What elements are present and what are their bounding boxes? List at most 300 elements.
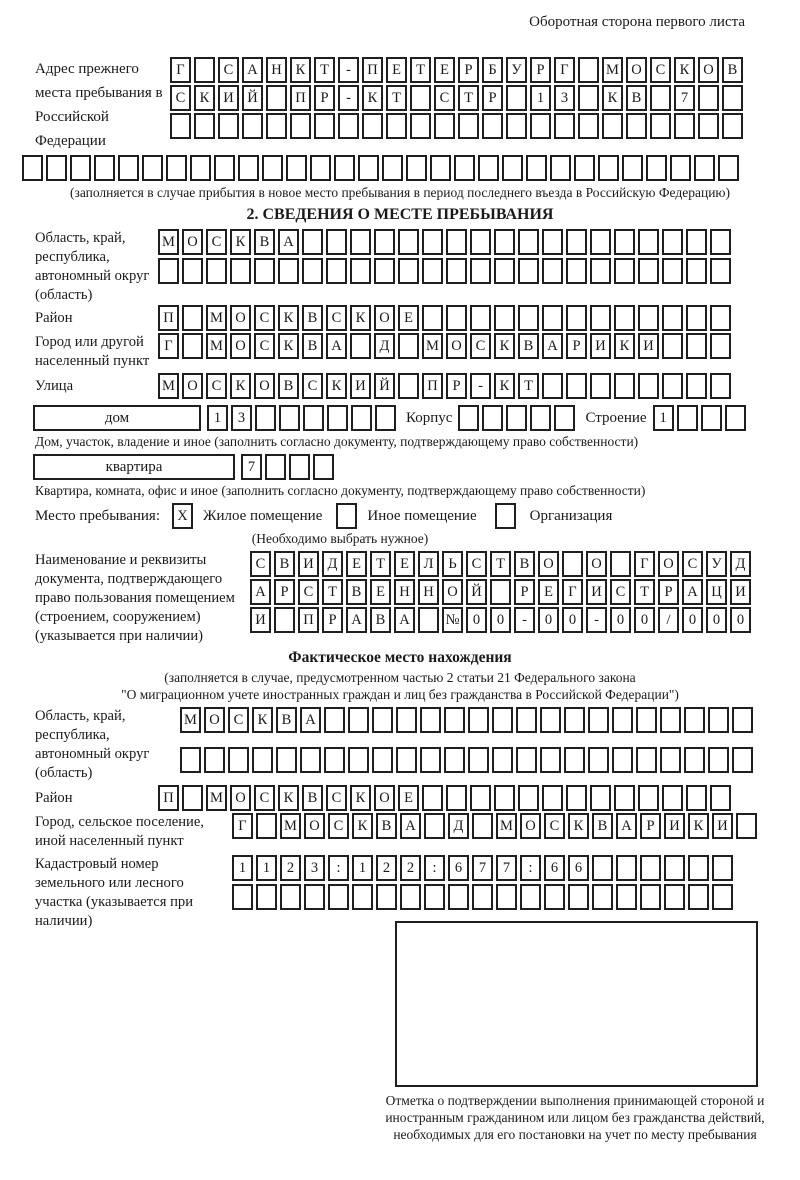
char-cell[interactable]: - <box>586 607 607 633</box>
empty-cell[interactable] <box>444 707 465 733</box>
char-cell[interactable]: О <box>182 373 203 399</box>
char-cell[interactable]: 0 <box>562 607 583 633</box>
empty-cell[interactable] <box>434 113 455 139</box>
street-row[interactable] <box>158 373 731 399</box>
cadastral-row-1[interactable] <box>232 855 733 881</box>
char-cell[interactable]: О <box>230 785 251 811</box>
empty-cell[interactable] <box>626 113 647 139</box>
char-cell[interactable]: В <box>370 607 391 633</box>
char-cell[interactable]: Г <box>562 579 583 605</box>
char-cell[interactable]: - <box>338 57 359 83</box>
empty-cell[interactable] <box>374 229 395 255</box>
house-number-cells[interactable] <box>207 405 396 431</box>
empty-cell[interactable] <box>232 884 253 910</box>
empty-cell[interactable] <box>542 305 563 331</box>
empty-cell[interactable] <box>660 747 681 773</box>
char-cell[interactable]: Т <box>370 551 391 577</box>
empty-cell[interactable] <box>494 229 515 255</box>
empty-cell[interactable] <box>300 747 321 773</box>
empty-cell[interactable] <box>686 373 707 399</box>
char-cell[interactable]: И <box>730 579 751 605</box>
char-cell[interactable]: М <box>280 813 301 839</box>
empty-cell[interactable] <box>313 454 334 480</box>
char-cell[interactable]: Р <box>482 85 503 111</box>
empty-cell[interactable] <box>396 707 417 733</box>
empty-cell[interactable] <box>542 785 563 811</box>
char-cell[interactable]: - <box>514 607 535 633</box>
empty-cell[interactable] <box>688 855 709 881</box>
empty-cell[interactable] <box>540 707 561 733</box>
empty-cell[interactable] <box>406 155 427 181</box>
char-cell[interactable]: Т <box>322 579 343 605</box>
empty-cell[interactable] <box>518 258 539 284</box>
empty-cell[interactable] <box>256 813 277 839</box>
char-cell[interactable]: К <box>194 85 215 111</box>
al-district-row[interactable] <box>158 785 731 811</box>
empty-cell[interactable] <box>518 229 539 255</box>
empty-cell[interactable] <box>708 707 729 733</box>
empty-cell[interactable] <box>736 813 757 839</box>
char-cell[interactable]: Д <box>374 333 395 359</box>
empty-cell[interactable] <box>468 707 489 733</box>
empty-cell[interactable] <box>686 258 707 284</box>
empty-cell[interactable] <box>554 405 575 431</box>
empty-cell[interactable] <box>516 747 537 773</box>
empty-cell[interactable] <box>588 707 609 733</box>
char-cell[interactable]: А <box>278 229 299 255</box>
empty-cell[interactable] <box>362 113 383 139</box>
empty-cell[interactable] <box>588 747 609 773</box>
empty-cell[interactable] <box>674 113 695 139</box>
char-cell[interactable]: П <box>158 305 179 331</box>
char-cell[interactable]: К <box>614 333 635 359</box>
char-cell[interactable]: Т <box>634 579 655 605</box>
empty-cell[interactable] <box>94 155 115 181</box>
char-cell[interactable]: О <box>204 707 225 733</box>
char-cell[interactable]: С <box>254 333 275 359</box>
char-cell[interactable]: С <box>302 373 323 399</box>
empty-cell[interactable] <box>662 785 683 811</box>
empty-cell[interactable] <box>214 155 235 181</box>
empty-cell[interactable] <box>482 405 503 431</box>
empty-cell[interactable] <box>266 85 287 111</box>
char-cell[interactable]: 6 <box>448 855 469 881</box>
char-cell[interactable]: О <box>304 813 325 839</box>
empty-cell[interactable] <box>290 113 311 139</box>
empty-cell[interactable] <box>348 747 369 773</box>
char-cell[interactable]: Г <box>554 57 575 83</box>
empty-cell[interactable] <box>592 855 613 881</box>
char-cell[interactable]: 2 <box>400 855 421 881</box>
prev-address-row-2[interactable] <box>170 85 743 111</box>
empty-cell[interactable] <box>686 305 707 331</box>
char-cell[interactable]: 7 <box>496 855 517 881</box>
char-cell[interactable]: М <box>422 333 443 359</box>
district-row[interactable] <box>158 305 731 331</box>
char-cell[interactable]: И <box>586 579 607 605</box>
empty-cell[interactable] <box>590 305 611 331</box>
empty-cell[interactable] <box>566 785 587 811</box>
char-cell[interactable]: И <box>590 333 611 359</box>
char-cell[interactable]: 0 <box>706 607 727 633</box>
char-cell[interactable]: 0 <box>610 607 631 633</box>
empty-cell[interactable] <box>694 155 715 181</box>
empty-cell[interactable] <box>502 155 523 181</box>
prev-address-row-3[interactable] <box>170 113 743 139</box>
empty-cell[interactable] <box>568 884 589 910</box>
char-cell[interactable]: 2 <box>280 855 301 881</box>
char-cell[interactable]: О <box>658 551 679 577</box>
char-cell[interactable]: Е <box>434 57 455 83</box>
char-cell[interactable]: К <box>278 333 299 359</box>
char-cell[interactable]: К <box>230 373 251 399</box>
empty-cell[interactable] <box>398 373 419 399</box>
empty-cell[interactable] <box>170 113 191 139</box>
empty-cell[interactable] <box>324 747 345 773</box>
char-cell[interactable]: О <box>182 229 203 255</box>
char-cell[interactable]: М <box>158 373 179 399</box>
empty-cell[interactable] <box>492 747 513 773</box>
char-cell[interactable]: К <box>362 85 383 111</box>
empty-cell[interactable] <box>638 785 659 811</box>
char-cell[interactable]: 3 <box>554 85 575 111</box>
char-cell[interactable]: Г <box>158 333 179 359</box>
char-cell[interactable]: : <box>520 855 541 881</box>
empty-cell[interactable] <box>732 747 753 773</box>
empty-cell[interactable] <box>677 405 698 431</box>
empty-cell[interactable] <box>70 155 91 181</box>
char-cell[interactable]: К <box>568 813 589 839</box>
empty-cell[interactable] <box>274 607 295 633</box>
empty-cell[interactable] <box>708 747 729 773</box>
char-cell[interactable]: К <box>252 707 273 733</box>
empty-cell[interactable] <box>206 258 227 284</box>
empty-cell[interactable] <box>638 305 659 331</box>
char-cell[interactable]: 1 <box>232 855 253 881</box>
empty-cell[interactable] <box>564 707 585 733</box>
char-cell[interactable]: М <box>496 813 517 839</box>
empty-cell[interactable] <box>446 785 467 811</box>
char-cell[interactable]: Р <box>640 813 661 839</box>
region-row-1[interactable] <box>158 229 731 255</box>
empty-cell[interactable] <box>470 258 491 284</box>
char-cell[interactable]: С <box>250 551 271 577</box>
char-cell[interactable]: О <box>538 551 559 577</box>
char-cell[interactable]: 7 <box>674 85 695 111</box>
empty-cell[interactable] <box>470 229 491 255</box>
char-cell[interactable]: Е <box>370 579 391 605</box>
char-cell[interactable]: / <box>658 607 679 633</box>
char-cell[interactable]: В <box>518 333 539 359</box>
char-cell[interactable]: О <box>374 305 395 331</box>
apartment-cells[interactable] <box>241 454 334 480</box>
char-cell[interactable]: К <box>494 373 515 399</box>
empty-cell[interactable] <box>590 785 611 811</box>
char-cell[interactable]: Б <box>482 57 503 83</box>
empty-cell[interactable] <box>458 405 479 431</box>
empty-cell[interactable] <box>614 258 635 284</box>
empty-cell[interactable] <box>598 155 619 181</box>
char-cell[interactable]: А <box>242 57 263 83</box>
char-cell[interactable]: О <box>374 785 395 811</box>
city-row[interactable] <box>158 333 731 359</box>
empty-cell[interactable] <box>286 155 307 181</box>
empty-cell[interactable] <box>255 405 276 431</box>
char-cell[interactable]: О <box>520 813 541 839</box>
char-cell[interactable]: Р <box>658 579 679 605</box>
char-cell[interactable]: Г <box>232 813 253 839</box>
empty-cell[interactable] <box>424 813 445 839</box>
char-cell[interactable]: М <box>602 57 623 83</box>
empty-cell[interactable] <box>710 333 731 359</box>
char-cell[interactable]: Т <box>410 57 431 83</box>
char-cell[interactable]: 6 <box>544 855 565 881</box>
empty-cell[interactable] <box>372 747 393 773</box>
empty-cell[interactable] <box>590 258 611 284</box>
char-cell[interactable]: П <box>298 607 319 633</box>
empty-cell[interactable] <box>710 305 731 331</box>
char-cell[interactable]: С <box>254 305 275 331</box>
empty-cell[interactable] <box>266 113 287 139</box>
empty-cell[interactable] <box>482 113 503 139</box>
char-cell[interactable]: 7 <box>241 454 262 480</box>
char-cell[interactable]: 0 <box>466 607 487 633</box>
char-cell[interactable]: - <box>338 85 359 111</box>
empty-cell[interactable] <box>350 258 371 284</box>
empty-cell[interactable] <box>118 155 139 181</box>
empty-cell[interactable] <box>578 113 599 139</box>
empty-cell[interactable] <box>478 155 499 181</box>
char-cell[interactable]: Л <box>418 551 439 577</box>
empty-cell[interactable] <box>662 258 683 284</box>
char-cell[interactable]: Г <box>634 551 655 577</box>
char-cell[interactable]: 7 <box>472 855 493 881</box>
empty-cell[interactable] <box>494 305 515 331</box>
char-cell[interactable]: Р <box>514 579 535 605</box>
char-cell[interactable]: П <box>422 373 443 399</box>
empty-cell[interactable] <box>718 155 739 181</box>
char-cell[interactable]: О <box>254 373 275 399</box>
empty-cell[interactable] <box>622 155 643 181</box>
empty-cell[interactable] <box>614 305 635 331</box>
empty-cell[interactable] <box>710 785 731 811</box>
char-cell[interactable]: П <box>362 57 383 83</box>
char-cell[interactable]: С <box>328 813 349 839</box>
char-cell[interactable]: В <box>254 229 275 255</box>
checkbox-residential[interactable]: X <box>172 503 193 529</box>
document-row-1[interactable] <box>250 551 751 577</box>
empty-cell[interactable] <box>662 373 683 399</box>
char-cell[interactable]: Д <box>730 551 751 577</box>
empty-cell[interactable] <box>530 113 551 139</box>
empty-cell[interactable] <box>228 747 249 773</box>
char-cell[interactable]: А <box>394 607 415 633</box>
char-cell[interactable]: И <box>638 333 659 359</box>
empty-cell[interactable] <box>496 884 517 910</box>
empty-cell[interactable] <box>516 707 537 733</box>
empty-cell[interactable] <box>540 747 561 773</box>
char-cell[interactable]: С <box>218 57 239 83</box>
empty-cell[interactable] <box>310 155 331 181</box>
char-cell[interactable]: И <box>712 813 733 839</box>
char-cell[interactable]: К <box>352 813 373 839</box>
empty-cell[interactable] <box>722 113 743 139</box>
char-cell[interactable]: 1 <box>207 405 228 431</box>
char-cell[interactable]: К <box>350 305 371 331</box>
empty-cell[interactable] <box>662 229 683 255</box>
empty-cell[interactable] <box>352 884 373 910</box>
empty-cell[interactable] <box>326 258 347 284</box>
empty-cell[interactable] <box>400 884 421 910</box>
empty-cell[interactable] <box>386 113 407 139</box>
char-cell[interactable]: Н <box>418 579 439 605</box>
empty-cell[interactable] <box>338 113 359 139</box>
document-row-2[interactable] <box>250 579 751 605</box>
empty-cell[interactable] <box>494 258 515 284</box>
char-cell[interactable]: В <box>514 551 535 577</box>
char-cell[interactable]: А <box>346 607 367 633</box>
document-row-3[interactable] <box>250 607 751 633</box>
char-cell[interactable]: 1 <box>530 85 551 111</box>
empty-cell[interactable] <box>574 155 595 181</box>
char-cell[interactable]: А <box>542 333 563 359</box>
empty-cell[interactable] <box>710 373 731 399</box>
char-cell[interactable]: С <box>170 85 191 111</box>
empty-cell[interactable] <box>602 113 623 139</box>
char-cell[interactable]: В <box>302 785 323 811</box>
empty-cell[interactable] <box>490 579 511 605</box>
char-cell[interactable]: Т <box>458 85 479 111</box>
empty-cell[interactable] <box>396 747 417 773</box>
char-cell[interactable]: М <box>158 229 179 255</box>
char-cell[interactable]: Р <box>322 607 343 633</box>
char-cell[interactable]: 0 <box>682 607 703 633</box>
empty-cell[interactable] <box>472 884 493 910</box>
empty-cell[interactable] <box>324 707 345 733</box>
char-cell[interactable]: К <box>350 785 371 811</box>
char-cell[interactable]: 2 <box>376 855 397 881</box>
empty-cell[interactable] <box>506 113 527 139</box>
empty-cell[interactable] <box>640 855 661 881</box>
char-cell[interactable]: Р <box>314 85 335 111</box>
char-cell[interactable]: О <box>230 305 251 331</box>
char-cell[interactable]: 3 <box>231 405 252 431</box>
al-city-row[interactable] <box>232 813 757 839</box>
char-cell[interactable]: О <box>446 333 467 359</box>
empty-cell[interactable] <box>550 155 571 181</box>
empty-cell[interactable] <box>590 229 611 255</box>
char-cell[interactable]: С <box>544 813 565 839</box>
empty-cell[interactable] <box>422 305 443 331</box>
char-cell[interactable]: Р <box>446 373 467 399</box>
char-cell[interactable]: Д <box>448 813 469 839</box>
empty-cell[interactable] <box>230 258 251 284</box>
empty-cell[interactable] <box>358 155 379 181</box>
empty-cell[interactable] <box>640 884 661 910</box>
char-cell[interactable]: В <box>302 333 323 359</box>
empty-cell[interactable] <box>252 747 273 773</box>
empty-cell[interactable] <box>302 229 323 255</box>
char-cell[interactable]: И <box>218 85 239 111</box>
char-cell[interactable]: 1 <box>653 405 674 431</box>
empty-cell[interactable] <box>686 333 707 359</box>
char-cell[interactable]: Р <box>274 579 295 605</box>
empty-cell[interactable] <box>710 229 731 255</box>
char-cell[interactable]: 0 <box>490 607 511 633</box>
empty-cell[interactable] <box>348 707 369 733</box>
empty-cell[interactable] <box>566 373 587 399</box>
char-cell[interactable]: С <box>682 551 703 577</box>
empty-cell[interactable] <box>446 229 467 255</box>
empty-cell[interactable] <box>566 305 587 331</box>
empty-cell[interactable] <box>554 113 575 139</box>
char-cell[interactable]: С <box>650 57 671 83</box>
empty-cell[interactable] <box>422 229 443 255</box>
char-cell[interactable]: И <box>350 373 371 399</box>
empty-cell[interactable] <box>520 884 541 910</box>
char-cell[interactable]: К <box>278 305 299 331</box>
char-cell[interactable]: П <box>158 785 179 811</box>
empty-cell[interactable] <box>566 258 587 284</box>
char-cell[interactable]: Е <box>538 579 559 605</box>
empty-cell[interactable] <box>410 113 431 139</box>
al-region-row-1[interactable] <box>180 707 753 733</box>
empty-cell[interactable] <box>420 707 441 733</box>
char-cell[interactable]: Й <box>374 373 395 399</box>
char-cell[interactable]: : <box>424 855 445 881</box>
char-cell[interactable]: В <box>346 579 367 605</box>
empty-cell[interactable] <box>492 707 513 733</box>
empty-cell[interactable] <box>468 747 489 773</box>
empty-cell[interactable] <box>374 258 395 284</box>
prev-address-row-4[interactable] <box>22 155 800 181</box>
empty-cell[interactable] <box>398 333 419 359</box>
empty-cell[interactable] <box>590 373 611 399</box>
char-cell[interactable]: М <box>206 305 227 331</box>
char-cell[interactable]: М <box>206 333 227 359</box>
char-cell[interactable]: С <box>326 785 347 811</box>
empty-cell[interactable] <box>494 785 515 811</box>
empty-cell[interactable] <box>304 884 325 910</box>
empty-cell[interactable] <box>686 229 707 255</box>
char-cell[interactable]: Т <box>386 85 407 111</box>
empty-cell[interactable] <box>182 258 203 284</box>
char-cell[interactable]: С <box>470 333 491 359</box>
char-cell[interactable]: Е <box>398 305 419 331</box>
empty-cell[interactable] <box>616 884 637 910</box>
empty-cell[interactable] <box>254 258 275 284</box>
empty-cell[interactable] <box>664 855 685 881</box>
char-cell[interactable]: С <box>466 551 487 577</box>
empty-cell[interactable] <box>46 155 67 181</box>
empty-cell[interactable] <box>448 884 469 910</box>
char-cell[interactable]: В <box>274 551 295 577</box>
char-cell[interactable]: О <box>442 579 463 605</box>
empty-cell[interactable] <box>542 229 563 255</box>
empty-cell[interactable] <box>350 229 371 255</box>
empty-cell[interactable] <box>684 707 705 733</box>
empty-cell[interactable] <box>262 155 283 181</box>
char-cell[interactable]: А <box>682 579 703 605</box>
char-cell[interactable]: С <box>206 229 227 255</box>
empty-cell[interactable] <box>566 229 587 255</box>
empty-cell[interactable] <box>638 258 659 284</box>
empty-cell[interactable] <box>422 258 443 284</box>
char-cell[interactable]: Й <box>242 85 263 111</box>
empty-cell[interactable] <box>722 85 743 111</box>
char-cell[interactable]: Р <box>566 333 587 359</box>
empty-cell[interactable] <box>375 405 396 431</box>
